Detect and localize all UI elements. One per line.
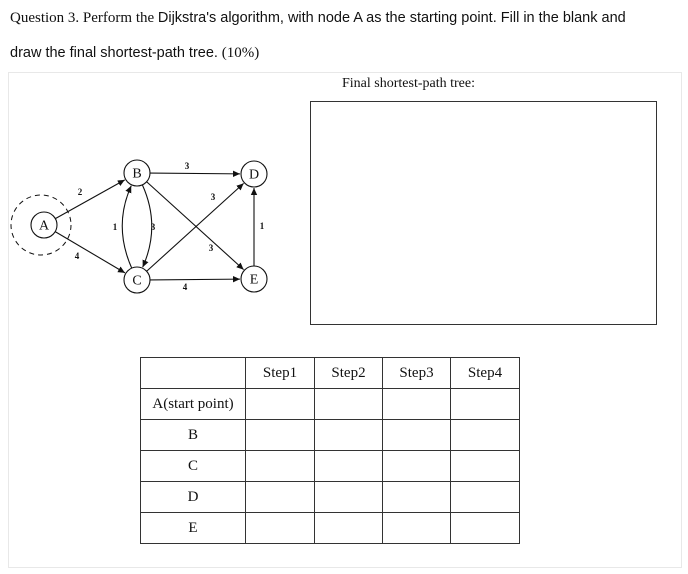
graph-node-label: E bbox=[249, 272, 259, 288]
table-row bbox=[141, 420, 520, 451]
row-label-d: D bbox=[141, 482, 246, 513]
header-step4: Step4 bbox=[451, 358, 520, 389]
answer-cell[interactable] bbox=[451, 451, 520, 482]
answer-cell[interactable] bbox=[451, 482, 520, 513]
edge-weight-label: 3 bbox=[208, 243, 214, 253]
dijkstra-table bbox=[140, 357, 520, 544]
graph-node-label: C bbox=[132, 273, 142, 289]
table-header-row bbox=[141, 358, 520, 389]
question-text-continued: draw the final shortest-path tree. bbox=[10, 45, 218, 61]
row-label-e: E bbox=[141, 513, 246, 544]
answer-cell[interactable] bbox=[246, 513, 315, 544]
row-label-start: A(start point) bbox=[141, 389, 246, 420]
answer-cell[interactable] bbox=[383, 420, 451, 451]
header-step3: Step3 bbox=[383, 358, 451, 389]
answer-cell[interactable] bbox=[315, 451, 383, 482]
edge-weight-label: 1 bbox=[259, 221, 265, 231]
question-points: (10%) bbox=[221, 45, 260, 61]
header-step1: Step1 bbox=[246, 358, 315, 389]
edge-c-b bbox=[122, 186, 131, 268]
answer-cell[interactable] bbox=[246, 389, 315, 420]
table-row bbox=[141, 513, 520, 544]
table-corner-cell bbox=[141, 358, 246, 389]
edge-a-b bbox=[55, 180, 124, 219]
tree-caption: Final shortest-path tree: bbox=[342, 76, 475, 91]
edge-weight-label: 2 bbox=[77, 187, 83, 197]
answer-cell[interactable] bbox=[451, 513, 520, 544]
answer-cell[interactable] bbox=[451, 420, 520, 451]
answer-cell[interactable] bbox=[383, 513, 451, 544]
graph-node-label: A bbox=[38, 218, 50, 234]
answer-cell[interactable] bbox=[315, 513, 383, 544]
answer-cell[interactable] bbox=[315, 389, 383, 420]
graph-node-label: D bbox=[248, 167, 260, 183]
table-row bbox=[141, 451, 520, 482]
edge-weight-label: 3 bbox=[184, 161, 190, 171]
question-text: Dijkstra's algorithm, with node A as the starting point. Fill in the blank and bbox=[157, 10, 626, 26]
answer-cell[interactable] bbox=[246, 451, 315, 482]
question-prefix: Question 3. Perform the bbox=[10, 10, 155, 26]
answer-cell[interactable] bbox=[451, 389, 520, 420]
answer-cell[interactable] bbox=[383, 389, 451, 420]
edge-b-d bbox=[150, 173, 240, 174]
edge-weight-label: 3 bbox=[210, 192, 216, 202]
answer-cell[interactable] bbox=[315, 482, 383, 513]
answer-cell[interactable] bbox=[315, 420, 383, 451]
edge-c-d bbox=[147, 183, 244, 271]
table-row bbox=[141, 389, 520, 420]
row-label-c: C bbox=[141, 451, 246, 482]
answer-cell[interactable] bbox=[246, 420, 315, 451]
graph-node-label: B bbox=[132, 166, 142, 182]
edge-b-e bbox=[147, 182, 244, 270]
table-row bbox=[141, 482, 520, 513]
row-label-b: B bbox=[141, 420, 246, 451]
edge-weight-label: 4 bbox=[74, 251, 80, 261]
edge-weight-label: 3 bbox=[150, 222, 156, 232]
header-step2: Step2 bbox=[315, 358, 383, 389]
edge-weight-label: 4 bbox=[182, 282, 188, 292]
edge-a-c bbox=[55, 232, 125, 273]
edge-weight-label: 1 bbox=[112, 222, 118, 232]
answer-cell[interactable] bbox=[246, 482, 315, 513]
answer-cell[interactable] bbox=[383, 482, 451, 513]
answer-cell[interactable] bbox=[383, 451, 451, 482]
edge-c-e bbox=[150, 279, 240, 280]
